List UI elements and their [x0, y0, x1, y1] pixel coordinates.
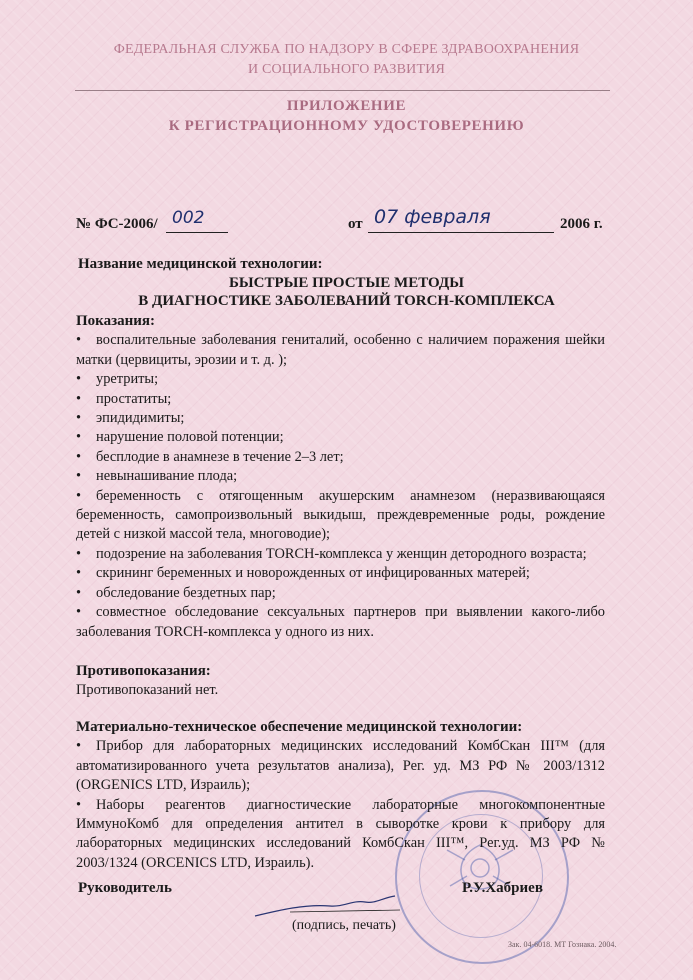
bullet-icon: •	[76, 565, 82, 582]
list-item: • бесплодие в анамнезе в течение 2–3 лет;	[76, 448, 605, 467]
bullet-icon: •	[76, 584, 82, 601]
date-value: 07 февраля	[374, 206, 491, 228]
year-suffix: 2006 г.	[560, 216, 603, 232]
bullet-icon: •	[76, 332, 82, 349]
list-item: • эпидидимиты;	[76, 409, 605, 428]
list-item: • совместное обследование сексуальных партнеров при выявлении какого-либо заболевания TORCH-комплекса у одного из них.	[76, 604, 605, 640]
list-item: • беременность с отягощенным акушерским анамнезом (неразвивающаяся беременность, самопроизвольный выкидыш, преждевременные роды, рождение детей с низкой массой тела, многоводие);	[76, 487, 605, 543]
registration-number-value: 002	[172, 208, 205, 228]
technology-label: Название медицинской технологии:	[78, 256, 323, 272]
list-item: • нарушение половой потенции;	[76, 428, 605, 447]
list-item: • воспалительные заболевания гениталий, особенно с наличием поражения шейки матки (цервициты, эрозии и т. д. );	[76, 332, 605, 368]
date-prefix: от	[348, 216, 363, 232]
appendix-subtitle: К РЕГИСТРАЦИОННОМУ УДОСТОВЕРЕНИЮ	[168, 118, 525, 134]
contraindications-section	[76, 662, 605, 701]
indications-label: Показания:	[76, 313, 156, 329]
list-item: • Наборы реагентов диагностические лабораторные многокомпонентные ИммуноКомб для определения антител в сыворотке крови к прибору для лабораторных медицинских исследований КомбСкан III™, Рег.уд. МЗ РФ № 2003/1324 (ORCENICS LTD, Израиль).	[76, 796, 605, 871]
list-item: • обследование бездетных пар;	[76, 584, 605, 603]
equipment-label: Материально-техническое обеспечение медицинской технологии:	[76, 719, 523, 735]
bullet-icon: •	[76, 429, 82, 446]
agency-name-line1: ФЕДЕРАЛЬНАЯ СЛУЖБА ПО НАДЗОРУ В СФЕРЕ ЗДРАВООХРАНЕНИЯ	[113, 42, 580, 57]
bullet-icon: •	[76, 487, 82, 504]
list-item: • Прибор для лабораторных медицинских исследований КомбСкан III™ (для автоматизированного учета результатов анализа), Рег. уд. МЗ РФ № 2003/1312 (ORGENICS LTD, Израиль);	[76, 738, 605, 794]
bullet-icon: •	[76, 796, 82, 813]
bullet-icon: •	[76, 545, 82, 562]
list-item: • невынашивание плода;	[76, 467, 605, 486]
registration-number-field	[166, 208, 228, 233]
bullet-icon: •	[76, 604, 82, 621]
signature-name: Р.У.Хабриев	[462, 880, 543, 896]
list-item: • скрининг беременных и новорожденных от инфицированных матерей;	[76, 564, 605, 583]
agency-name-line2: И СОЦИАЛЬНОГО РАЗВИТИЯ	[247, 62, 446, 77]
signature-role: Руководитель	[78, 880, 172, 896]
list-item: • простатиты;	[76, 390, 605, 409]
list-item: • уретриты;	[76, 370, 605, 389]
bullet-icon: •	[76, 448, 82, 465]
registration-number-prefix: № ФС-2006/	[76, 216, 158, 232]
indications-list	[76, 331, 605, 642]
appendix-title: ПРИЛОЖЕНИЕ	[286, 98, 407, 114]
technology-name-line1: БЫСТРЫЕ ПРОСТЫЕ МЕТОДЫ	[229, 275, 464, 291]
date-field	[368, 206, 554, 233]
list-item: • подозрение на заболевания TORCH-комплекса у женщин детородного возраста;	[76, 545, 605, 564]
header-divider	[75, 90, 610, 91]
contraindications-label: Противопоказания:	[76, 663, 211, 679]
equipment-section	[76, 718, 605, 873]
bullet-icon: •	[76, 468, 82, 485]
bullet-icon: •	[76, 410, 82, 427]
bullet-icon: •	[76, 390, 82, 407]
print-note: Зак. 04-6018. МТ Гознака. 2004.	[508, 940, 617, 949]
bullet-icon: •	[76, 371, 82, 388]
indications-section	[76, 312, 605, 642]
bullet-icon: •	[76, 738, 82, 755]
contraindications-text: Противопоказаний нет.	[76, 682, 219, 699]
technology-name-line2: В ДИАГНОСТИКЕ ЗАБОЛЕВАНИЙ TORCH-КОМПЛЕКСА	[138, 293, 555, 309]
signature-caption: (подпись, печать)	[292, 918, 396, 933]
